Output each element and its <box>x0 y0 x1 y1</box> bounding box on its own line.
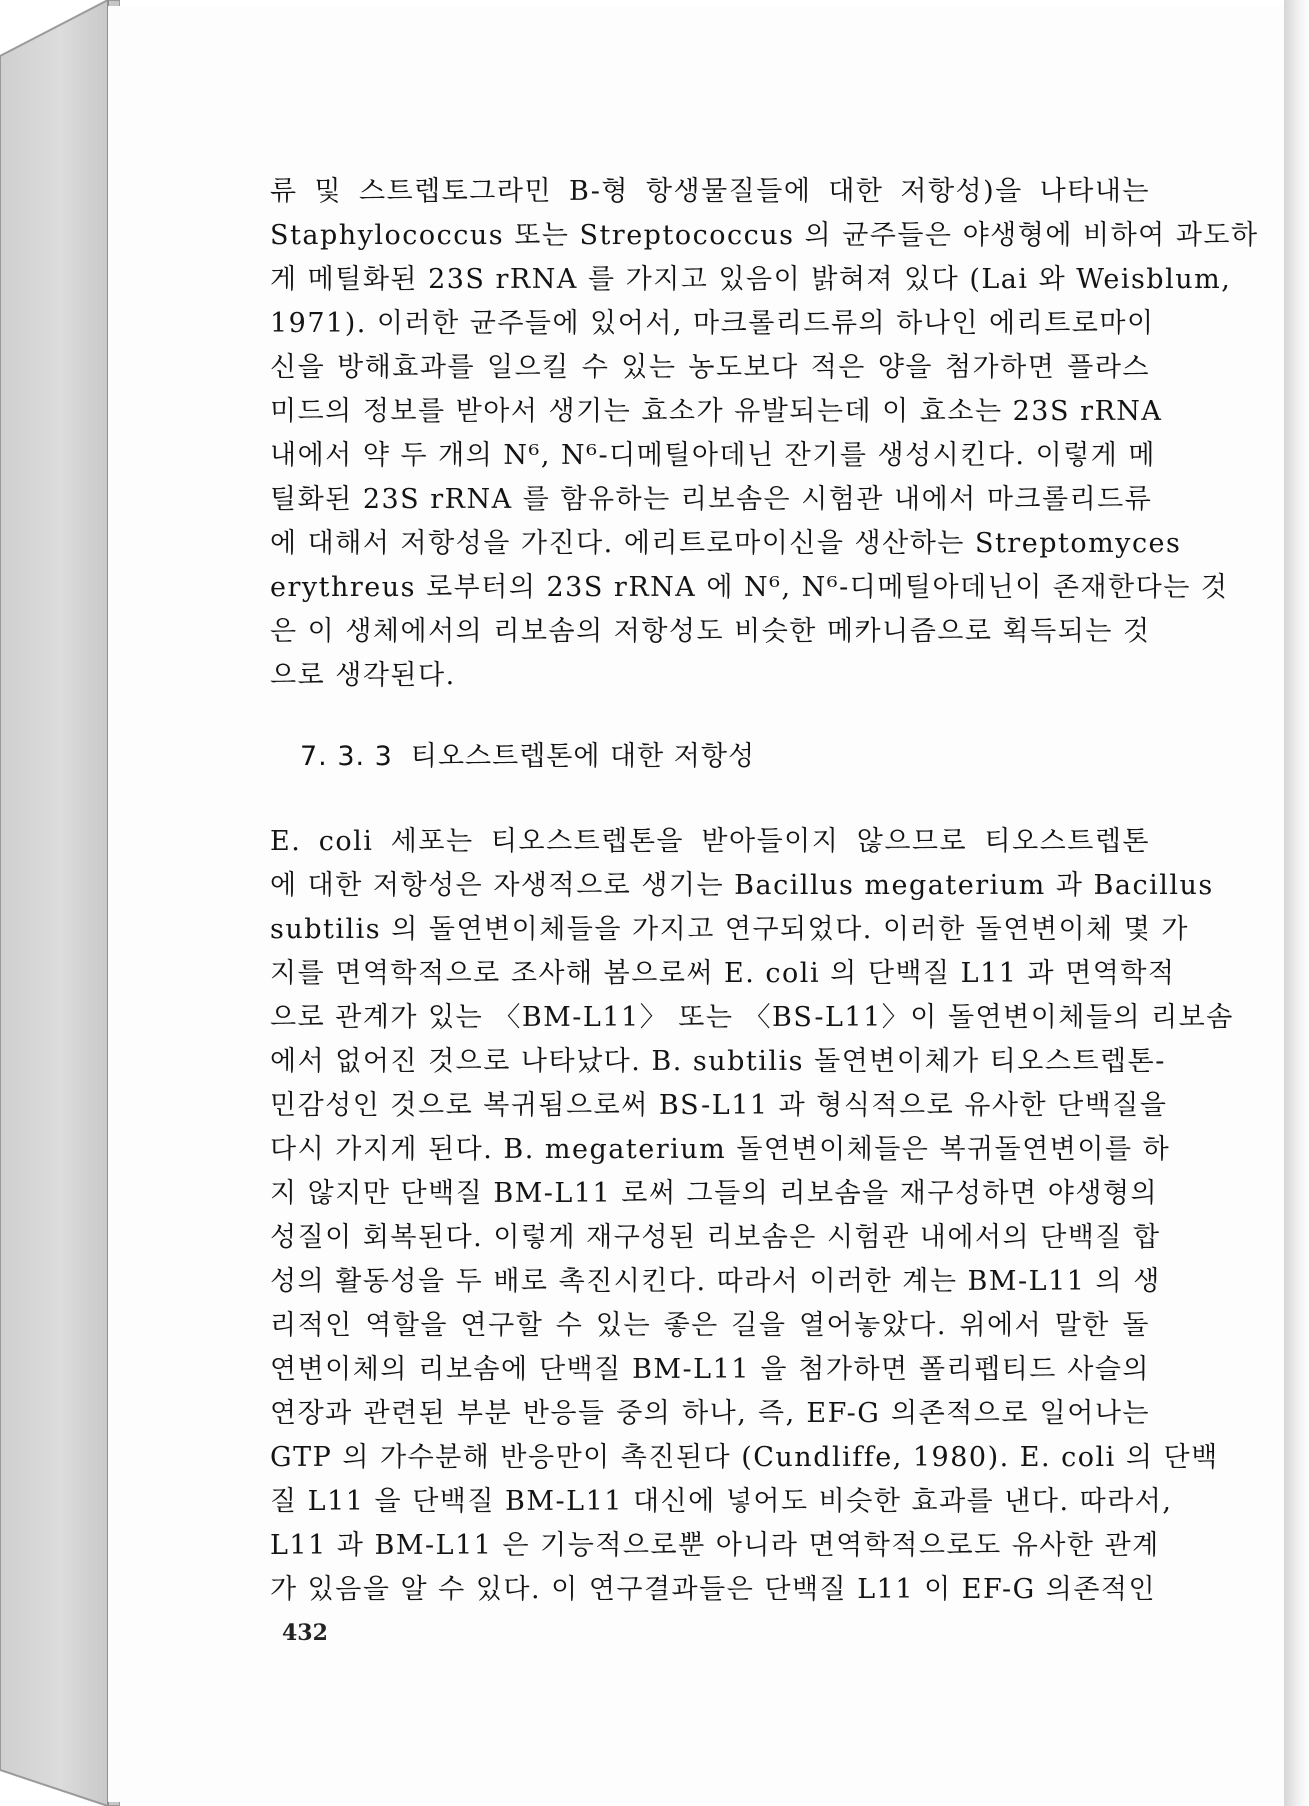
text-line: 지 않지만 단백질 BM-L11 로써 그들의 리보솜을 재구성하면 야생형의 <box>270 1178 1159 1209</box>
text-line: 1971). 이러한 균주들에 있어서, 마크롤리드류의 하나인 에리트로마이 <box>270 308 1155 339</box>
text-line: 리적인 역할을 연구할 수 있는 좋은 길을 열어놓았다. 위에서 말한 돌 <box>270 1310 1150 1341</box>
text-line: 신을 방해효과를 일으킬 수 있는 농도보다 적은 양을 첨가하면 플라스 <box>270 352 1150 383</box>
text-line: 미드의 정보를 받아서 생기는 효소가 유발되는데 이 효소는 23S rRNA <box>270 396 1163 427</box>
page-edge-shadow <box>1284 0 1309 1806</box>
text-line: Staphylococcus 또는 Streptococcus 의 균주들은 야생형에 비하여 과도하 <box>270 220 1259 251</box>
text-line: 성의 활동성을 두 배로 촉진시킨다. 따라서 이러한 계는 BM-L11 의 생 <box>270 1266 1161 1297</box>
text-line: erythreus 로부터의 23S rRNA 에 N⁶, N⁶-디메틸아데닌이 존재한다는 것 <box>270 572 1229 603</box>
text-line: 가 있음을 알 수 있다. 이 연구결과들은 단백질 L11 이 EF-G 의존적인 <box>270 1574 1157 1605</box>
section-title: 티오스트렙톤에 대한 저항성 <box>410 741 756 772</box>
text-line: 은 이 생체에서의 리보솜의 저항성도 비슷한 메카니즘으로 획득되는 것 <box>270 616 1151 647</box>
text-line: 류 및 스트렙토그라민 B-형 항생물질들에 대한 저항성)을 나타내는 <box>270 176 1150 207</box>
text-line: subtilis 의 돌연변이체들을 가지고 연구되었다. 이러한 돌연변이체 몇 가 <box>270 914 1190 945</box>
text-line: L11 과 BM-L11 은 기능적으로뿐 아니라 면역학적으로도 유사한 관계 <box>270 1530 1160 1561</box>
text-line: 민감성인 것으로 복귀됨으로써 BS-L11 과 형식적으로 유사한 단백질을 <box>270 1090 1168 1121</box>
text-line: 에 대한 저항성은 자생적으로 생기는 Bacillus megaterium 과 Bacillus <box>270 870 1214 901</box>
text-line: 틸화된 23S rRNA 를 함유하는 리보솜은 시험관 내에서 마크롤리드류 <box>270 484 1153 515</box>
text-line: 으로 생각된다. <box>270 660 456 691</box>
text-line: 내에서 약 두 개의 N⁶, N⁶-디메틸아데닌 잔기를 생성시킨다. 이렇게 메 <box>270 440 1156 471</box>
book-spine <box>0 0 120 1806</box>
paragraph-1 <box>270 170 1259 698</box>
paragraph-2 <box>270 820 1234 1612</box>
text-line: 연장과 관련된 부분 반응들 중의 하나, 즉, EF-G 의존적으로 일어나는 <box>270 1398 1150 1429</box>
text-line: GTP 의 가수분해 반응만이 촉진된다 (Cundliffe, 1980). E. coli 의 단백 <box>270 1442 1219 1473</box>
text-line: E. coli 세포는 티오스트렙톤을 받아들이지 않으므로 티오스트렙톤 <box>270 826 1150 857</box>
text-line: 으로 관계가 있는 〈BM-L11〉 또는 〈BS-L11〉이 돌연변이체들의 리보솜 <box>270 1002 1234 1033</box>
text-line: 다시 가지게 된다. B. megaterium 돌연변이체들은 복귀돌연변이를 하 <box>270 1134 1171 1165</box>
text-line: 성질이 회복된다. 이렇게 재구성된 리보솜은 시험관 내에서의 단백질 합 <box>270 1222 1161 1253</box>
text-line: 에 대해서 저항성을 가진다. 에리트로마이신을 생산하는 Streptomyces <box>270 528 1182 559</box>
section-number: 7. 3. 3 <box>300 741 393 772</box>
text-line: 질 L11 을 단백질 BM-L11 대신에 넣어도 비슷한 효과를 낸다. 따라서, <box>270 1486 1173 1517</box>
text-line: 지를 면역학적으로 조사해 봄으로써 E. coli 의 단백질 L11 과 면역학적 <box>270 958 1176 989</box>
text-line: 게 메틸화된 23S rRNA 를 가지고 있음이 밝혀져 있다 (Lai 와 Weisblum, <box>270 264 1232 295</box>
page-number: 432 <box>282 1620 328 1646</box>
section-heading <box>300 734 773 773</box>
text-line: 연변이체의 리보솜에 단백질 BM-L11 을 첨가하면 폴리펩티드 사슬의 <box>270 1354 1150 1385</box>
text-line: 에서 없어진 것으로 나타났다. B. subtilis 돌연변이체가 티오스트렙톤- <box>270 1046 1166 1077</box>
